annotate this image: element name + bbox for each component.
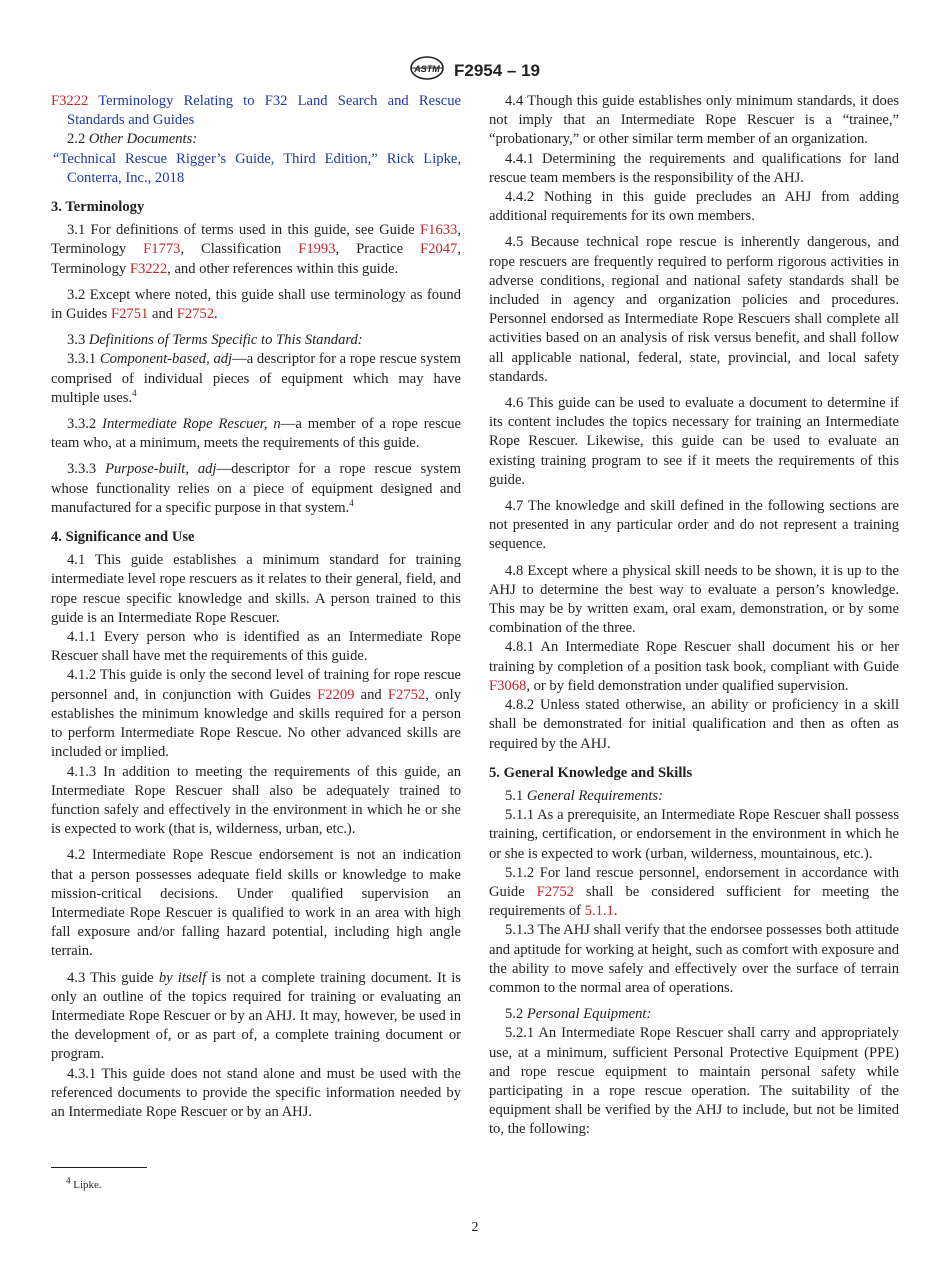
- section-3-3-3: 3.3.3 Purpose-built, adj—descriptor for a rope rescue system whose functionality relies on a piece of equipment designed and manufactured for a specific purpose in that system.$^4$: [51, 461, 461, 516]
- section-4-5: 4.5 Because technical rope rescue is inherently dangerous, and rope rescuers are frequently required to perform rigorous activities in adverse conditions, regional and national safety standards shall be included in agency and organization policies and procedures. Personnel endorsed as Intermediate Rope Rescuers shall complete all activities based on an analysis of risk versus benefit, and shall follow all applicable national, federal, state, provincial, and local safety standards.: [489, 234, 899, 385]
- section-4-3-1: 4.3.1 This guide does not stand alone and must be used with the referenced documents to provide the specific information needed by an Intermediate Rope Rescuer or by an AHJ.: [51, 1065, 461, 1120]
- footnote-ref: 4: [349, 498, 354, 508]
- link-f1993[interactable]: F1993: [298, 241, 336, 258]
- heading-general-knowledge: 5. General Knowledge and Skills: [489, 764, 693, 781]
- link-f2751[interactable]: F2751: [111, 306, 149, 323]
- section-4-8-1: 4.8.1 An Intermediate Rope Rescuer shall document his or her training by completion of a position task book, compliant with Guide F3068, or by field demonstration under qualified supervision.: [489, 639, 899, 694]
- section-4-4-2: 4.4.2 Nothing in this guide precludes an AHJ from adding additional requirements for its own members.: [489, 189, 899, 225]
- link-5-1-1[interactable]: 5.1.1: [584, 903, 614, 920]
- section-3-3: 3.3 Definitions of Terms Specific to This Standard:: [67, 332, 363, 349]
- section-5-1: 5.1 General Requirements:: [505, 787, 663, 804]
- section-4-3: 4.3 This guide by itself is not a complete training document. It is only an outline of the topics required for training or evaluating an Intermediate Rope Rescuer or by an AHJ. It may, however, be used in the development of, or as part of, a complete training document or program.: [51, 969, 461, 1063]
- section-4-6: 4.6 This guide can be used to evaluate a document to determine if its content includes the topics necessary for training an Intermediate Rope Rescuer. Likewise, this guide can be used to evaluate an existing training program to see if it meets the requirements of this guide.: [489, 395, 899, 488]
- link-f3222[interactable]: F3222: [51, 93, 89, 109]
- page-number: 2: [471, 1220, 479, 1235]
- footnote-ref: 4: [132, 387, 137, 398]
- section-3-2: 3.2 Except where noted, this guide shall use terminology as found in Guides F2751 and F2752.: [51, 286, 461, 323]
- right-column: [489, 92, 899, 1140]
- section-5-1-3: 5.1.3 The AHJ shall verify that the endorsee possesses both attitude and aptitude for working at height, such as comfort with exposure and the ability to move safely and effectively over the surface of terrain common to the normal area of operations.: [489, 922, 899, 996]
- section-4-8-2: 4.8.2 Unless stated otherwise, an ability or proficiency in a skill shall be demonstrated for initial qualification and then as often as required by the AHJ.: [489, 697, 899, 752]
- section-3-3-1: 3.3.1 Component-based, adj—a descriptor for a rope rescue system comprised of individual pieces of equipment which may have multiple uses.$^4$: [51, 351, 461, 406]
- section-5-1-2: 5.1.2 For land rescue personnel, endorsement in accordance with Guide F2752 shall be considered sufficient for meeting the requirements of 5.1.1.: [489, 864, 899, 920]
- section-4-4-1: 4.4.1 Determining the requirements and qualifications for land rescue team members is the responsibility of the AHJ.: [489, 150, 899, 186]
- section-5-2: 5.2 Personal Equipment:: [505, 1006, 652, 1023]
- section-5-1-1: 5.1.1 As a prerequisite, an Intermediate Rope Rescuer shall possess training, certification, or endorsement in the environment in which he or she is expected to work (urban, wilderness, mountainous, etc.).: [489, 807, 899, 862]
- link-f2752-c[interactable]: F2752: [536, 883, 574, 900]
- section-4-7: 4.7 The knowledge and skill defined in the following sections are not presented in any particular order and do not represent a training sequence.: [489, 498, 899, 553]
- link-f1633[interactable]: F1633: [420, 222, 458, 239]
- footnote: $^4$ Lipke.: [66, 1175, 102, 1191]
- footnote-divider: [51, 1167, 147, 1168]
- heading-terminology: 3. Terminology: [51, 199, 145, 216]
- section-4-1: 4.1 This guide establishes a minimum standard for training intermediate level rope rescuers as it relates to their general, field, and rope rescue specific knowledge and skills. A person trained to this guide is an Intermediate Rope Rescuer.: [51, 552, 461, 626]
- section-3-3-2: 3.3.2 Intermediate Rope Rescuer, n—a member of a rope rescue team who, at a minimum, meets the requirements of this guide.: [51, 416, 462, 452]
- link-f2752-b[interactable]: F2752: [387, 686, 426, 703]
- section-4-2: 4.2 Intermediate Rope Rescue endorsement is not an indication that a person possesses adequate field skills or knowledge to make mission-critical decisions. Under qualified supervision an Intermediate Rope Rescuer is qualified to work in an area with high fall exposure and/or falling hazard potential, including high angle terrain.: [51, 847, 461, 960]
- link-f3068[interactable]: F3068: [489, 677, 527, 694]
- link-f2047[interactable]: F2047: [420, 241, 458, 258]
- section-3-1: 3.1 For definitions of terms used in this guide, see Guide F1633, Terminology F1773, Classification F1993, Practice F2047, Terminology F3222, and other references within this guide.: [51, 222, 461, 277]
- svg-text:ASTM: ASTM: [414, 64, 440, 74]
- link-f2752[interactable]: F2752: [176, 306, 214, 323]
- reference-rigger-guide[interactable]: “Technical Rescue Rigger’s Guide, Third Edition,” Rick Lipke, Conterra, Inc., 2018: [53, 150, 461, 186]
- astm-logo-icon: [410, 56, 444, 85]
- section-5-2-1: 5.2.1 An Intermediate Rope Rescuer shall carry and appropriately use, at a minimum, sufficient Personal Protective Equipment (PPE) and rope rescue equipment to maintain personal safety while participating in a rope rescue operation. The suitability of the equipment shall be verified by the AHJ to include, but not be limited to, the following:: [489, 1025, 899, 1138]
- left-column: [51, 92, 461, 1122]
- section-4-1-3: 4.1.3 In addition to meeting the requirements of this guide, an Intermediate Rope Rescuer shall also be adequately trained to function safely and effectively in the environment in which he or she is expected to work (that is, wilderness, urban, etc.).: [51, 763, 461, 838]
- link-f2209[interactable]: F2209: [317, 686, 355, 703]
- section-4-8: 4.8 Except where a physical skill needs to be shown, it is up to the AHJ to determine the best way to evaluate a person’s knowledge. This may be by written exam, oral exam, demonstration, or by some combination of the three.: [489, 562, 899, 637]
- page-header: [0, 56, 950, 85]
- heading-significance: 4. Significance and Use: [51, 529, 195, 546]
- reference-f3222: F3222 Terminology Relating to F32 Land Search and Rescue Standards and Guides: [51, 93, 461, 129]
- section-4-4: 4.4 Though this guide establishes only minimum standards, it does not imply that an Intermediate Rope Rescuer is a “trainee,” “probationary,” or other similar term member of an organization.: [489, 93, 899, 148]
- section-2-2: 2.2 Other Documents:: [67, 131, 198, 148]
- standard-code: F2954 – 19: [453, 60, 540, 80]
- section-4-1-2: 4.1.2 This guide is only the second level of training for rope rescue personnel and, in conjunction with Guides F2209 and F2752, only establishes the minimum knowledge and skills required for a person to perform Intermediate Rope Rescue. No other advanced skills are included or implied.: [51, 667, 462, 761]
- link-f1773[interactable]: F1773: [143, 241, 181, 258]
- link-f3222-b[interactable]: F3222: [129, 260, 168, 277]
- section-4-1-1: 4.1.1 Every person who is identified as an Intermediate Rope Rescuer shall have met the requirements of this guide.: [51, 629, 461, 665]
